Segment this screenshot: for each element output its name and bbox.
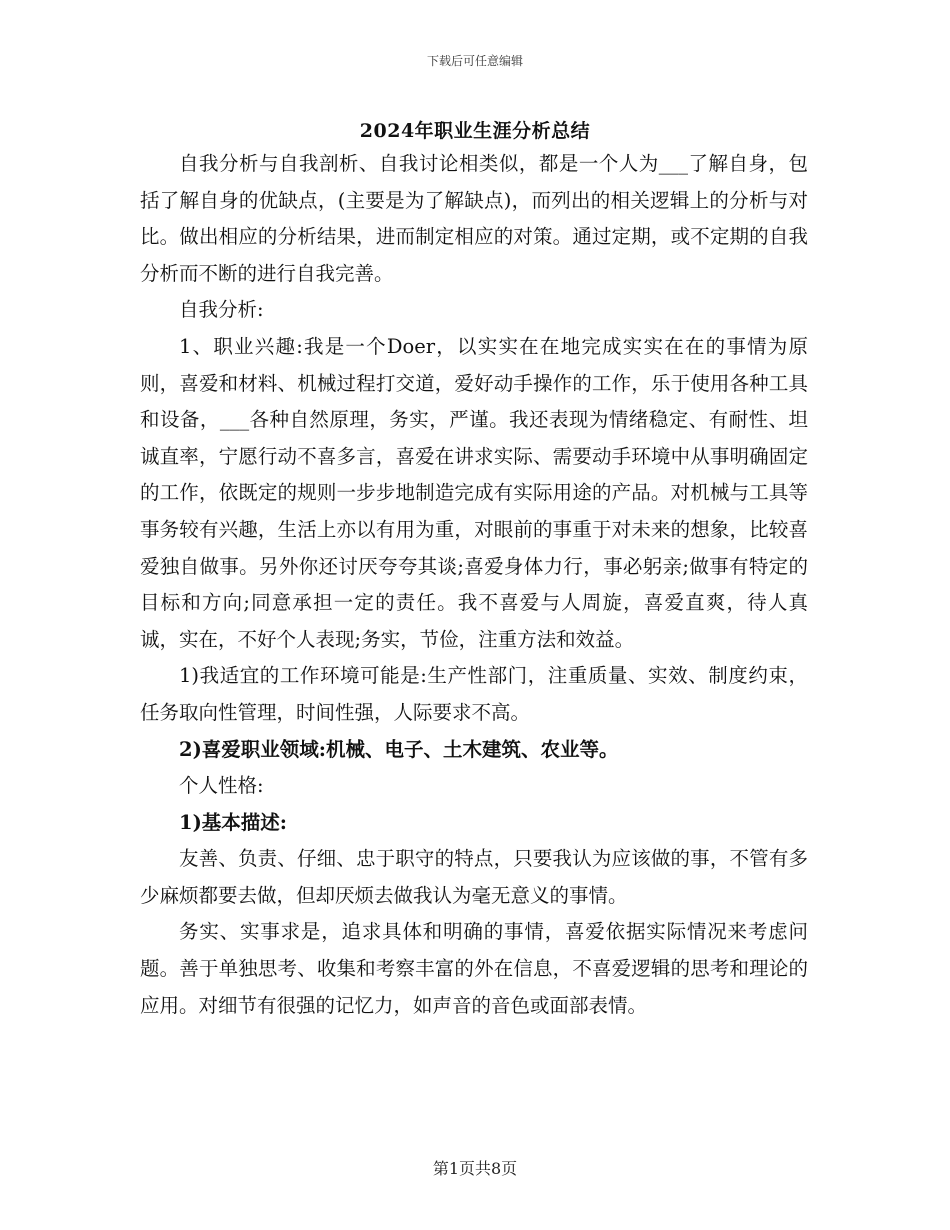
paragraph-practical: 务实、实事求是，追求具体和明确的事情，喜爱依据实际情况来考虑问题。善于单独思考、收集和考察丰富的外在信息，不喜爱逻辑的思考和理论的应用。对细节有很强的记忆力，如声音的音色或面部表情。 xyxy=(140,920,808,1017)
paragraph-friendly: 友善、负责、仔细、忠于职守的特点，只要我认为应该做的事，不管有多少麻烦都要去做，但却厌烦去做我认为毫无意义的事情。 xyxy=(140,847,808,907)
page-footer: 第1页共8页 xyxy=(432,1159,518,1178)
paragraph-basic-description-heading: 1)基本描述: xyxy=(179,810,287,834)
paragraph-personality-heading: 个人性格: xyxy=(179,774,264,798)
paragraph-work-environment: 1)我适宜的工作环境可能是:生产性部门，注重质量、实效、制度约束，任务取向性管理，时间性强，人际要求不高。 xyxy=(140,664,808,724)
paragraph-career-interest: 1、职业兴趣:我是一个Doer，以实实在在地完成实实在在的事情为原则，喜爱和材料、机械过程打交道，爱好动手操作的工作，乐于使用各种工具和设备，___各种自然原理，务实，严谨。我还表现为情绪稳定、有耐性、坦诚直率，宁愿行动不喜多言，喜爱在讲求实际、需要动手环境中从事明确固定的工作，依既定的规则一步步地制造完成有实际用途的产品。对机械与工具等事务较有兴趣，生活上亦以有用为重，对眼前的事重于对未来的想象，比较喜爱独自做事。另外你还讨厌夸夸其谈;喜爱身体力行，事必躬亲;做事有特定的目标和方向;同意承担一定的责任。我不喜爱与人周旋，喜爱直爽，待人真诚，实在，不好个人表现;务实，节俭，注重方法和效益。 xyxy=(140,334,808,651)
paragraph-intro: 自我分析与自我剖析、自我讨论相类似，都是一个人为___了解自身，包括了解自身的优缺点，(主要是为了解缺点)，而列出的相关逻辑上的分析与对比。做出相应的分析结果，进而制定相应的对策。通过定期，或不定期的自我分析而不断的进行自我完善。 xyxy=(140,152,808,285)
document-title: 2024年职业生涯分析总结 xyxy=(359,120,591,142)
page-header: 下载后可任意编辑 xyxy=(426,54,523,68)
document-body xyxy=(140,146,808,1024)
paragraph-self-analysis-heading: 自我分析: xyxy=(179,298,264,322)
paragraph-career-fields: 2)喜爱职业领域:机械、电子、土木建筑、农业等。 xyxy=(179,737,619,761)
